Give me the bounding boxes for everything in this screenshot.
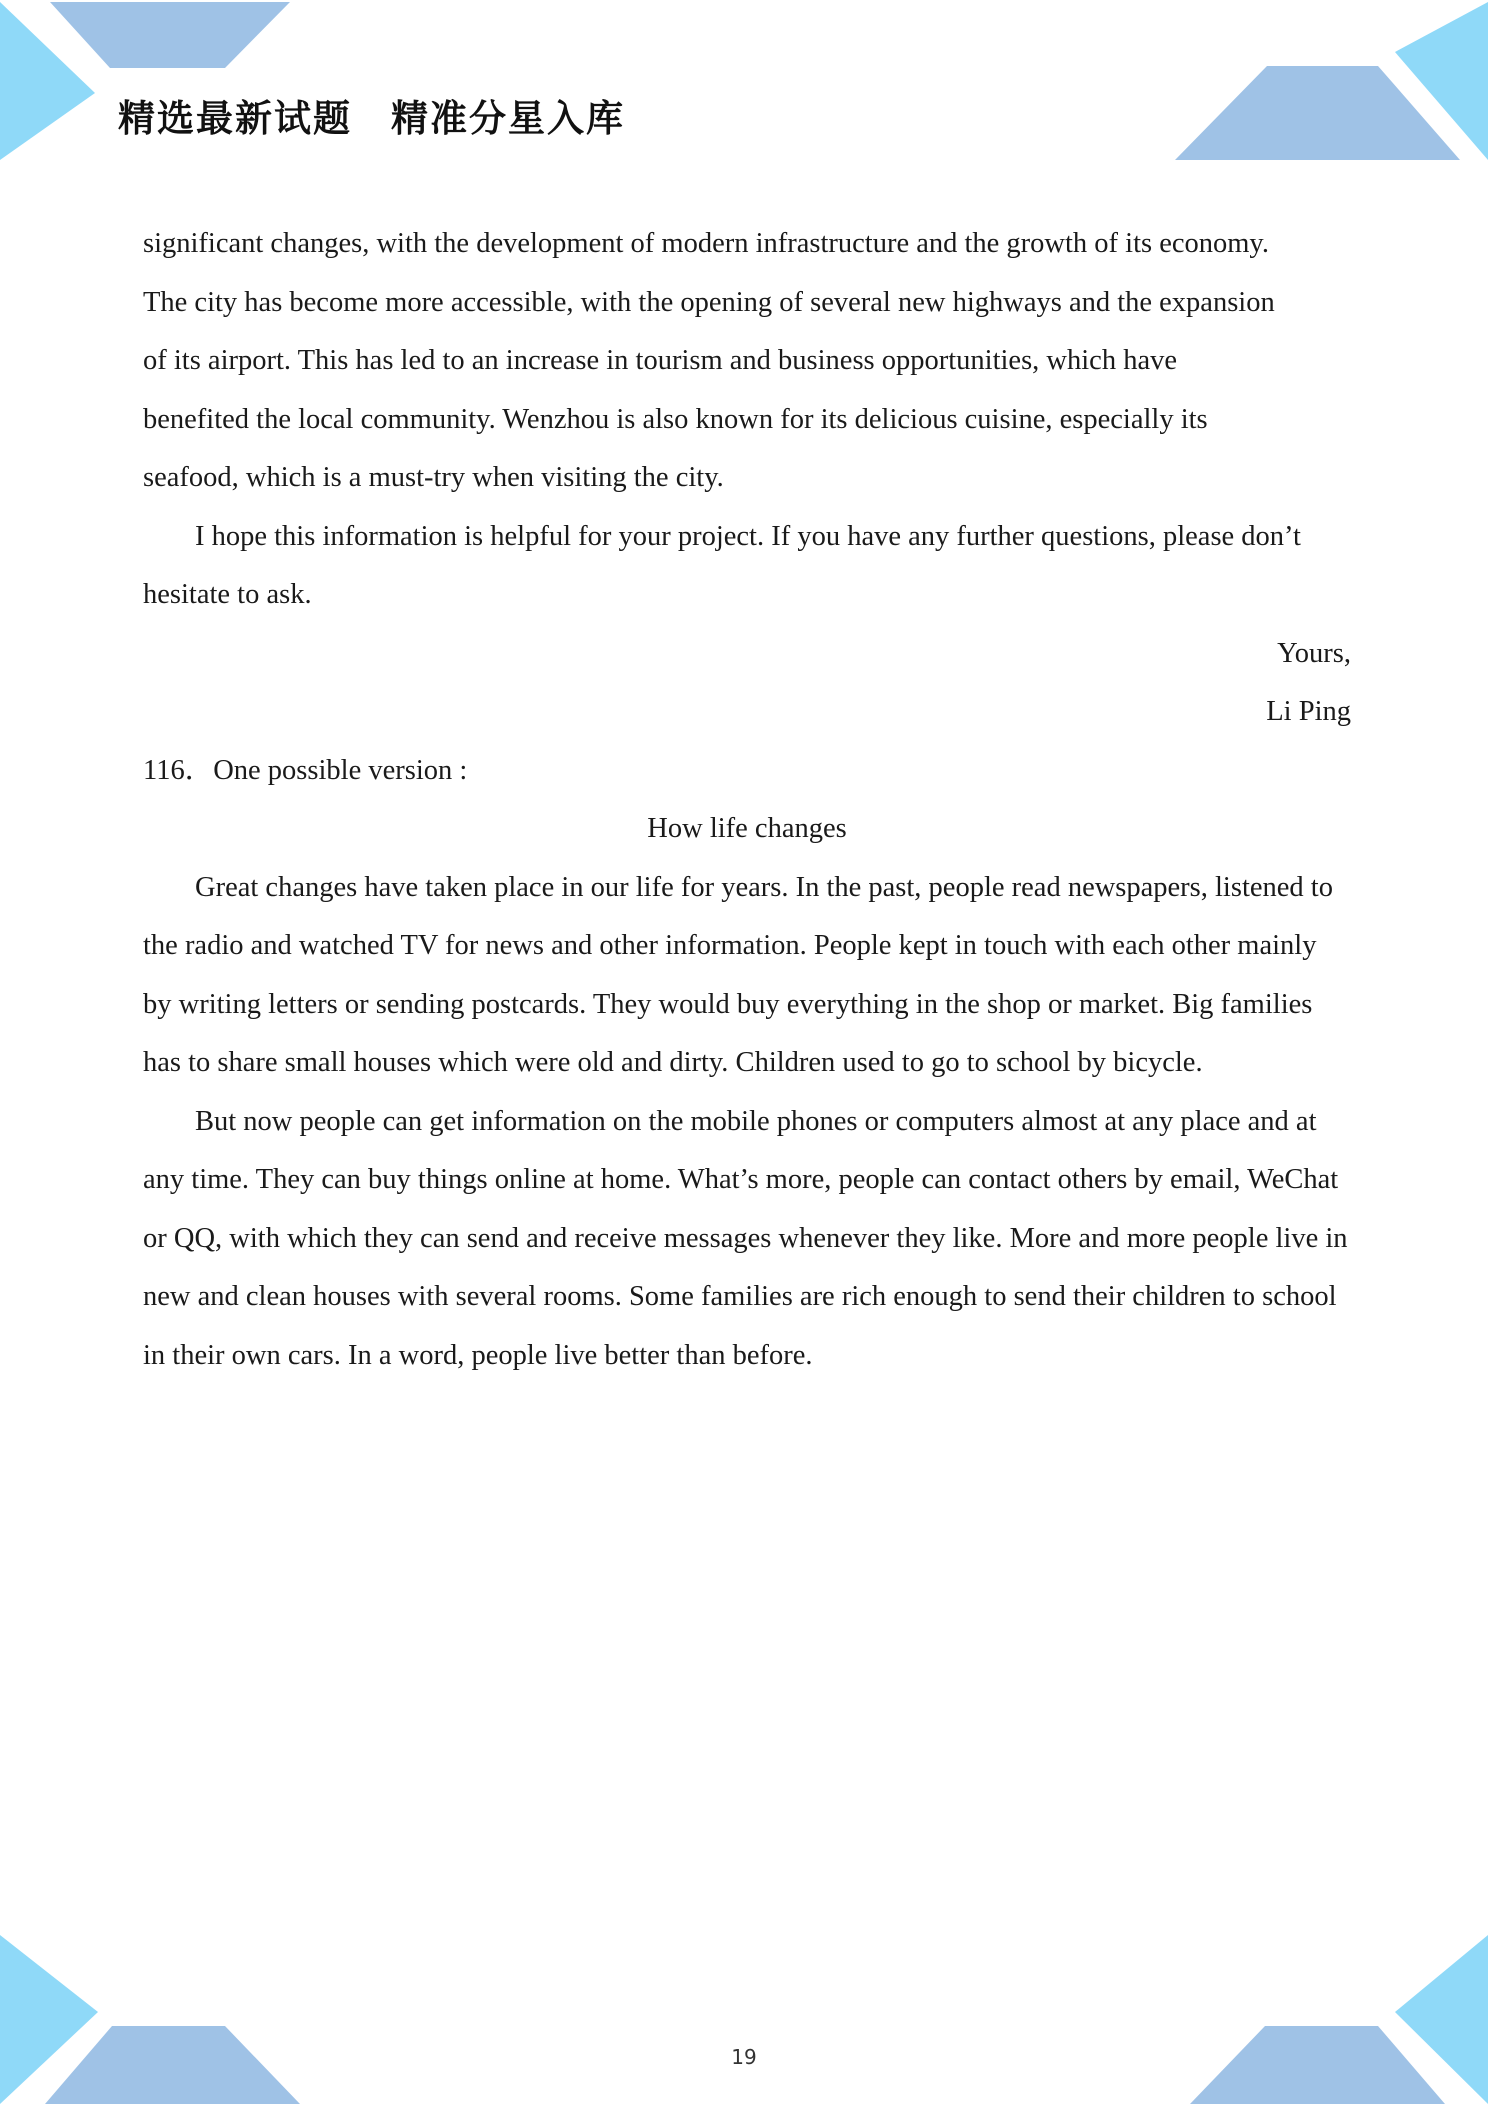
page-number: 19 [731,2045,757,2069]
question-heading [143,742,1351,801]
letter-signature: Li Ping [1266,696,1351,727]
text-line: The city has become more accessible, with the opening of several new highways and the expansion [143,286,1275,318]
question-label: One possible version : [213,754,468,786]
top-right-triangle-shape [1395,2,1488,160]
text-line: of its airport. This has led to an increase in tourism and business opportunities, which have [143,345,1177,376]
essay-paragraph-2: But now people can get information on the mobile phones or computers almost at any place and at any time. They can buy things online at home. What’s more, people can contact others by email, WeChat or QQ, with which they can send and receive messages whenever they like. More and more people live in new and clean houses with several rooms. Some families are rich enough to send their children to school in their own cars. In a word, people live better than before. [143,1105,1348,1371]
question-number: 116． [143,754,214,786]
essay-title: How life changes [647,813,847,844]
text-line: benefited the local community. Wenzhou is also known for its delicious cuisine, especially its [143,403,1208,435]
top-left-triangle-shape [0,2,95,160]
document-body [143,215,1351,1385]
top-left-trapezoid-shape [50,2,290,68]
header-title: 精选最新试题 精准分星入库 [118,97,625,140]
text-line: seafood, which is a must-try when visiting the city. [143,462,724,493]
bottom-left-triangle-shape [0,1935,98,2104]
letter-paragraph-1 [143,215,1351,508]
top-right-trapezoid-shape [1175,66,1460,160]
letter-paragraph-2: I hope this information is helpful for your project. If you have any further questions, please don’t hesitate to ask. [143,520,1301,610]
letter-closing: Yours, [1277,637,1351,669]
bottom-right-triangle-shape [1395,1935,1488,2104]
essay-paragraph-1: Great changes have taken place in our life for years. In the past, people read newspapers, listened to the radio and watched TV for news and other information. People kept in touch with each other mainly by writing letters or sending postcards. They would buy everything in the shop or market. Big families has to share small houses which were old and dirty. Children used to go to school by bicycle. [143,871,1333,1078]
text-line: significant changes, with the development of modern infrastructure and the growth of its economy. [143,228,1269,259]
